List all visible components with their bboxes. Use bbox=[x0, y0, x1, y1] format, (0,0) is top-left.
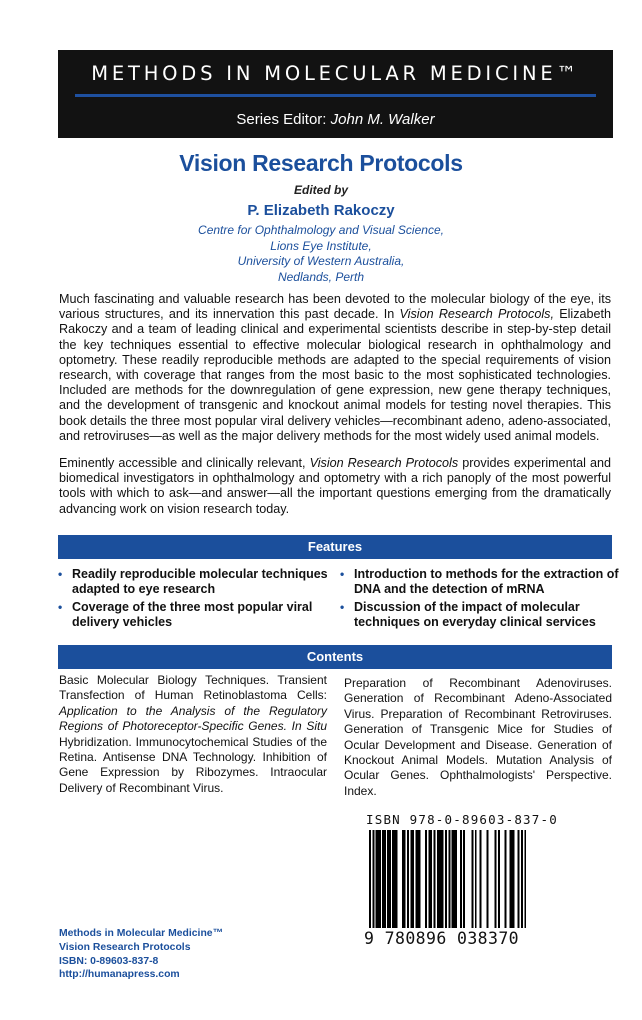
description-book-title: Vision Research Protocols, bbox=[399, 307, 554, 322]
bullet-icon: • bbox=[58, 567, 63, 581]
feature-text: Coverage of the three most popular viral delivery vehicles bbox=[72, 600, 313, 629]
description-text: provides experimental and biomedical investigators in ophthalmology and optometry with a rich panoply of the most powerful tools with which to ask—and answer—all the important questions emerging from the dramatically advancing work on vision research today. bbox=[59, 456, 612, 516]
feature-text: Discussion of the impact of molecular techniques on everyday clinical services bbox=[354, 600, 596, 629]
feature-text: Readily reproducible molecular techniques adapted to eye research bbox=[72, 567, 328, 596]
barcode-image bbox=[369, 830, 526, 928]
feature-item bbox=[58, 567, 334, 596]
isbn-label: ISBN 978-0-89603-837-0 bbox=[366, 812, 558, 827]
edited-by-label: Edited by bbox=[293, 183, 348, 197]
affiliation-line: Lions Eye Institute, bbox=[270, 238, 372, 253]
series-editor-name: John M. Walker bbox=[330, 111, 435, 128]
volume-editor-name: P. Elizabeth Rakoczy bbox=[247, 202, 395, 219]
description-text: Eminently accessible and clinically relevant, bbox=[59, 456, 310, 470]
series-editor-label: Series Editor: bbox=[236, 111, 327, 128]
ean-digits: 9 780896 038370 bbox=[364, 929, 520, 948]
description-paragraph-1 bbox=[59, 292, 611, 444]
editor-affiliation bbox=[0, 223, 642, 285]
description-text: Much fascinating and valuable research has been devoted to the molecular biology of the eye, its various structures, and its innervation this past decade. In bbox=[59, 292, 611, 322]
footer-title: Vision Research Protocols bbox=[59, 941, 191, 953]
contents-text: Hybridization. Immunocytochemical Studies of the Retina. Antisense DNA Technology. Inhibition of Gene Expression by Ribozymes. Intraocular Delivery of Recombinant Virus. bbox=[59, 734, 327, 795]
series-divider bbox=[75, 94, 596, 97]
feature-item bbox=[340, 567, 626, 596]
description-book-title: Vision Research Protocols bbox=[309, 456, 459, 470]
description-text: Elizabeth Rakoczy and a team of leading clinical and experimental scientists describe in step-by-step detail the key techniques essential to effective molecular biological research in ophthalmology and optometry. These readily reproducible methods are adapted to the special requirements of vision research, with coverage that ranges from the most basic to the most sophisticated technologies. Included are methods for the downregulation of gene expression, new gene therapy techniques, and the development of transgenic and knockout animal models for testing novel therapies. This book details the three most popular viral delivery vehicles—recombinant adeno, adeno-associated, and retroviruses—as well as the major delivery methods for the most widely used animal models. bbox=[59, 307, 612, 443]
bullet-icon: • bbox=[58, 600, 63, 614]
bullet-icon: • bbox=[340, 600, 345, 614]
contents-text: Basic Molecular Biology Techniques. Transient Transfection of Human Retinoblastoma Cells: bbox=[59, 673, 327, 703]
feature-text: Introduction to methods for the extraction of DNA and the detection of mRNA bbox=[354, 567, 619, 596]
series-editor-line bbox=[58, 111, 613, 128]
contents-column-right: Preparation of Recombinant Adenoviruses. Generation of Recombinant Adeno-Associated Virus. Preparation of Recombinant Retroviruses. Generation of Transgenic Mice for Studies of Ocular Development and Disease. Generation of Knockout Animal Models. Mutation Analysis of Ocular Genes. Ophthalmologists' Perspective. Index. bbox=[344, 676, 612, 798]
description-paragraph-2 bbox=[59, 456, 611, 517]
bullet-icon: • bbox=[340, 567, 345, 581]
series-banner bbox=[58, 50, 613, 138]
footer-series: Methods in Molecular Medicine™ bbox=[59, 928, 223, 939]
feature-item bbox=[340, 600, 626, 629]
affiliation-line: Nedlands, Perth bbox=[277, 269, 365, 284]
feature-item bbox=[58, 600, 334, 629]
affiliation-line: University of Western Australia, bbox=[237, 254, 405, 268]
contents-italic-text: Application to the Analysis of the Regulatory Regions of Photoreceptor-Specific Genes. In Situ bbox=[59, 703, 327, 734]
contents-column-left bbox=[59, 673, 327, 796]
features-heading-bar: Features bbox=[58, 535, 612, 559]
footer-info bbox=[59, 927, 223, 982]
footer-isbn: ISBN: 0-89603-837-8 bbox=[59, 955, 159, 967]
affiliation-line: Centre for Ophthalmology and Visual Science, bbox=[198, 223, 444, 237]
contents-heading-bar: Contents bbox=[58, 645, 612, 669]
footer-url: http://humanapress.com bbox=[59, 969, 180, 981]
book-title: Vision Research Protocols bbox=[179, 150, 463, 176]
series-title: METHODS IN MOLECULAR MEDICINE™ bbox=[91, 62, 580, 85]
